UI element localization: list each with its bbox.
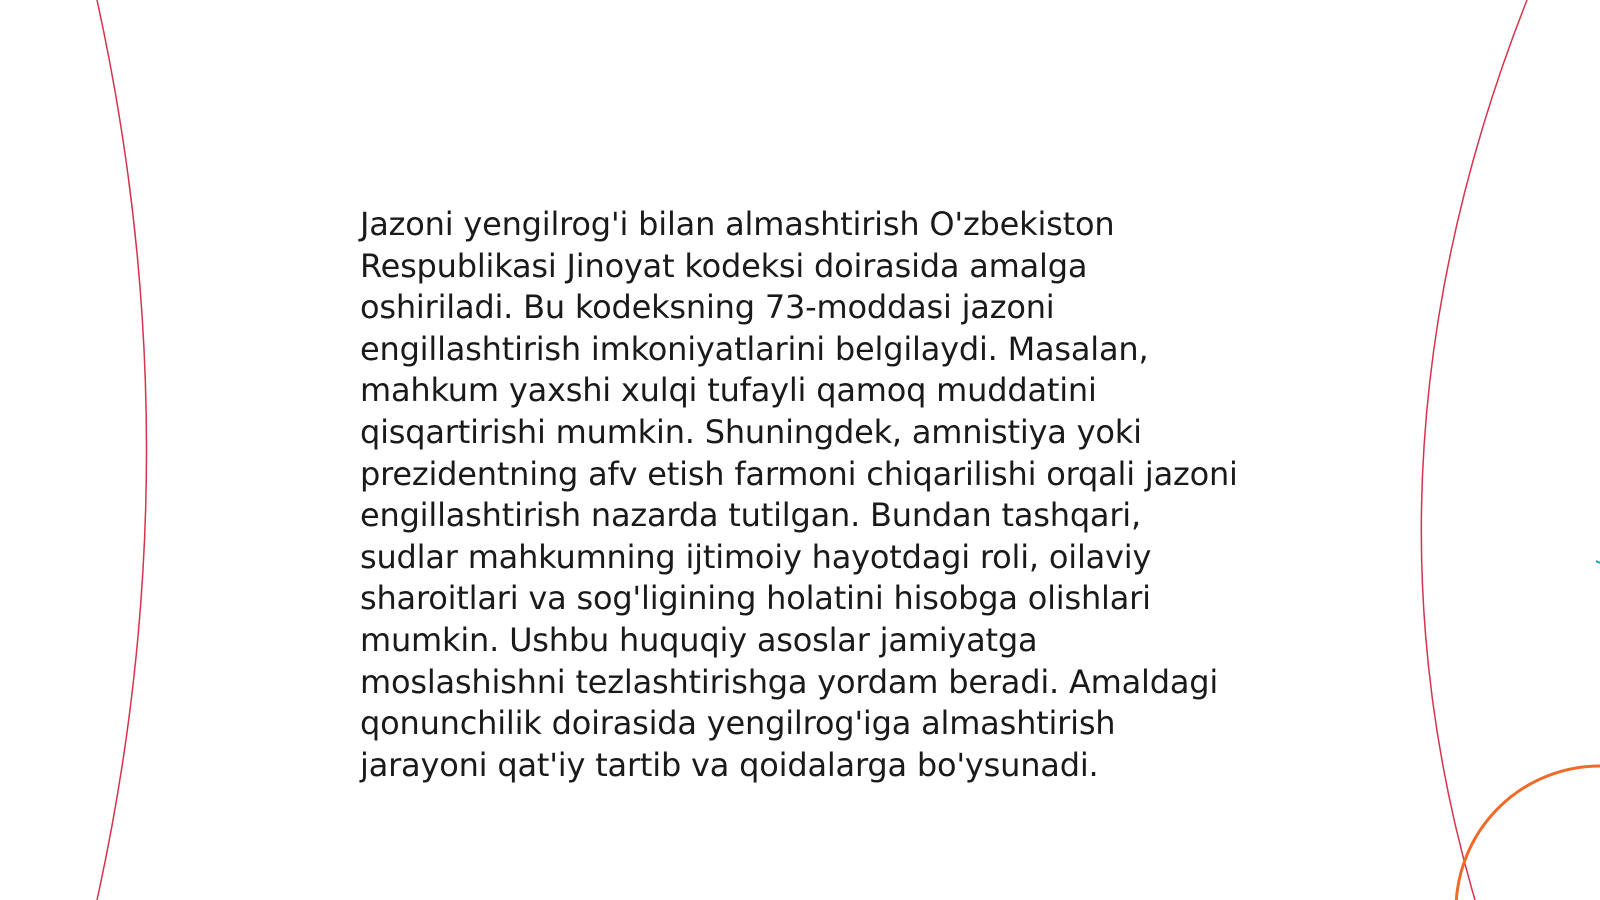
right-arc: [1421, 0, 1527, 900]
corner-circle: [1456, 766, 1600, 900]
body-paragraph: Jazoni yengilrog'i bilan almashtirish O'zbekiston Respublikasi Jinoyat kodeksi doirasida amalga oshiriladi. Bu kodeksning 73-moddasi jazoni engillashtirish imkoniyatlarini belgilaydi. Masalan, mahkum yaxshi xulqi tufayli qamoq muddatini qisqartirishi mumkin. Shuningdek, amnistiya yoki prezidentning afv etish farmoni chiqarilishi orqali jazoni engillashtirish nazarda tutilgan. Bundan tashqari, sudlar mahkumning ijtimoiy hayotdagi roli, oilaviy sharoitlari va sog'ligining holatini hisobga olishlari mumkin. Ushbu huquqiy asoslar jamiyatga moslashishni tezlashtirishga yordam beradi. Amaldagi qonunchilik doirasida yengilrog'iga almashtirish jarayoni qat'iy tartib va qoidalarga bo'ysunadi.: [360, 205, 1238, 784]
accent-mark: [1596, 561, 1600, 563]
left-arc: [97, 0, 147, 900]
